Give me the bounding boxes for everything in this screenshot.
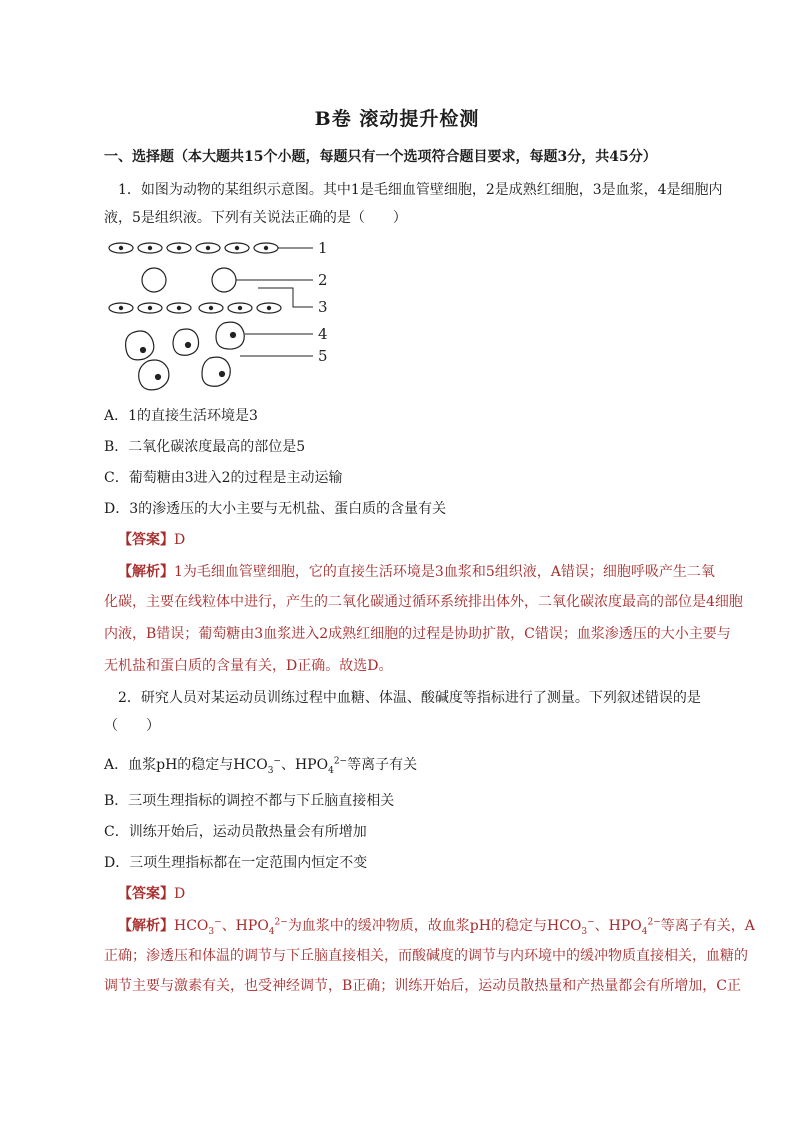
q1-answer-label: 【答案】 [118, 532, 174, 548]
q2-an-a: HCO [174, 918, 209, 934]
q1-option-c: C．葡萄糖由3进入2的过程是主动运输 [104, 470, 343, 486]
q1-stem-line2: 液，5是组织液。下列有关说法正确的是（ ） [104, 210, 407, 226]
q1-answer-value: D [174, 532, 186, 548]
q1-stem-line1: 1．如图为动物的某组织示意图。其中1是毛细血管壁细胞，2是成熟红细胞，3是血浆，4是细胞内 [118, 182, 723, 198]
label-1: 1 [318, 239, 328, 257]
q2-option-b: B．三项生理指标的调控不都与下丘脑直接相关 [104, 793, 395, 809]
q2-answer-label: 【答案】 [118, 886, 174, 902]
q2-option-c: C．训练开始后，运动员散热量会有所增加 [104, 824, 367, 840]
q2-analysis-line3: 调节主要与激素有关，也受神经调节，B正确；训练开始后，运动员散热量和产热量都会有所增加，C正 [104, 978, 741, 994]
q1-analysis-label: 【解析】 [118, 564, 174, 580]
q2-answer-value: D [174, 886, 186, 902]
q2-analysis-line2: 正确；渗透压和体温的调节与下丘脑直接相关，而酸碱度的调节与内环境中的缓冲物质直接相关，血糖的 [104, 948, 748, 964]
q2-analysis-line1 [118, 916, 755, 936]
q1-option-a: A．1的直接生活环境是3 [104, 408, 258, 424]
q2-option-a-sup2: 2− [333, 756, 348, 767]
tissue-diagram [108, 236, 348, 396]
q2-an-sub2: 4 [268, 926, 275, 937]
q2-an-sup3: − [587, 917, 595, 928]
capillary-wall-cells-top [109, 243, 278, 253]
section-heading: 一、选择题（本大题共15个小题，每题只有一个选项符合题目要求，每题3分，共45分） [104, 149, 657, 165]
q2-an-e: 等离子有关，A [660, 918, 755, 934]
q2-option-a [104, 755, 417, 775]
q2-analysis-label: 【解析】 [118, 918, 174, 934]
q2-stem-line2: （ ） [104, 718, 160, 734]
q1-option-d: D．3的渗透压的大小主要与无机盐、蛋白质的含量有关 [104, 501, 447, 517]
q2-an-sub4: 4 [641, 926, 648, 937]
q2-option-d: D．三项生理指标都在一定范围内恒定不变 [104, 855, 368, 871]
q2-an-sup4: 2− [647, 917, 661, 928]
q1-analysis-text1: 1为毛细血管壁细胞，它的直接生活环境是3血浆和5组织液，A错误；细胞呼吸产生二氧 [174, 564, 715, 580]
q2-an-sup1: − [214, 917, 222, 928]
q2-an-sub1: 3 [208, 926, 215, 937]
q2-option-a-suffix: 等离子有关 [347, 757, 418, 773]
q2-option-a-sub1: 3 [267, 765, 274, 776]
label-3: 3 [318, 298, 328, 316]
q1-analysis-line3: 内液，B错误；葡萄糖由3血浆进入2成熟红细胞的过程是协助扩散，C错误；血浆渗透压的大小主要与 [104, 626, 731, 642]
q2-an-b: 、HPO [221, 918, 269, 934]
q2-answer [118, 884, 185, 904]
red-blood-cells [142, 268, 236, 292]
page-title: B卷 滚动提升检测 [314, 108, 480, 130]
q1-answer [118, 530, 185, 550]
q2-option-a-sup1: − [273, 756, 281, 767]
q1-analysis-line1 [118, 562, 715, 582]
q2-an-c: 为血浆中的缓冲物质，故血浆pH的稳定与HCO [287, 918, 582, 934]
q1-analysis-line4: 无机盐和蛋白质的含量有关，D正确。故选D。 [104, 658, 393, 674]
tissue-cells [126, 322, 245, 390]
q2-option-a-sub2: 4 [328, 765, 334, 776]
label-2: 2 [318, 271, 328, 289]
label-4: 4 [318, 325, 328, 343]
label-5: 5 [318, 347, 328, 365]
q1-option-b: B．二氧化碳浓度最高的部位是5 [104, 439, 306, 455]
q2-an-d: 、HPO [594, 918, 642, 934]
capillary-wall-cells-bottom [109, 303, 281, 313]
q2-option-a-prefix: A．血浆pH的稳定与HCO [104, 757, 268, 773]
q2-an-sub3: 3 [581, 926, 588, 937]
q2-option-a-mid: 、HPO [280, 757, 329, 773]
leader-lines [236, 248, 313, 356]
q2-an-sup2: 2− [274, 917, 288, 928]
q1-analysis-line2: 化碳，主要在线粒体中进行，产生的二氧化碳通过循环系统排出体外，二氧化碳浓度最高的部位是4细胞 [104, 594, 743, 610]
q2-stem-line1: 2．研究人员对某运动员训练过程中血糖、体温、酸碱度等指标进行了测量。下列叙述错误的是 [118, 690, 701, 706]
